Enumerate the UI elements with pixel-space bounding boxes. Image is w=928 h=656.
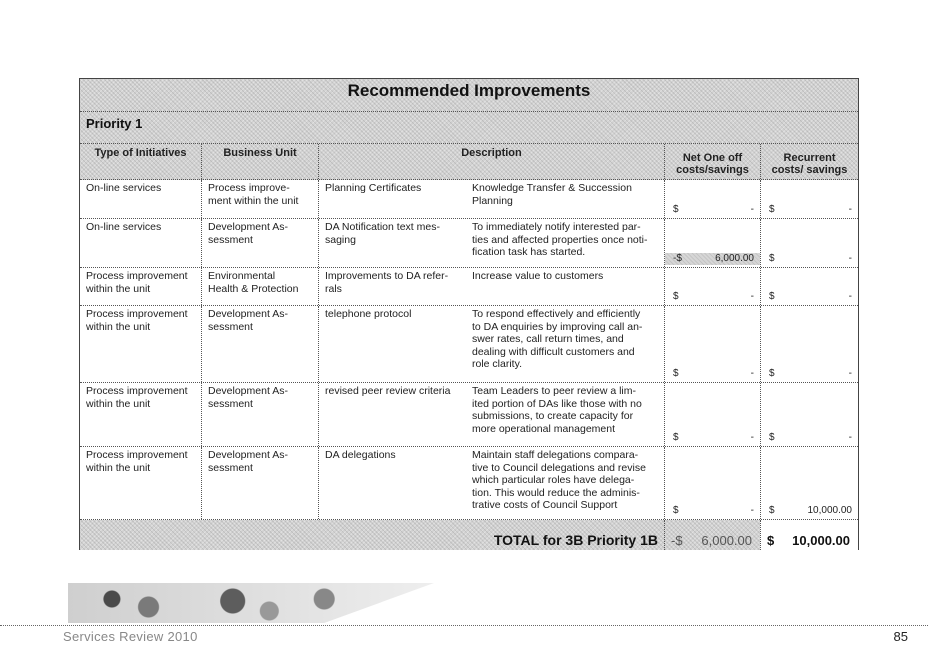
header-unit: Business Unit (201, 144, 318, 179)
cell-recurrent (760, 383, 858, 446)
table-row (80, 268, 858, 306)
cell-unit: Development As- sessment (201, 447, 318, 519)
table-row (80, 180, 858, 219)
cell-recurrent (760, 219, 858, 267)
cell-recurrent (760, 180, 858, 218)
recurrent-currency: $ (769, 504, 775, 516)
cell-type: Process improvement within the unit (86, 449, 188, 474)
cell-net (664, 306, 760, 382)
recurrent-value: - (848, 290, 852, 302)
priority-label: Priority 1 (80, 112, 858, 144)
net-value: - (750, 367, 754, 379)
recurrent-amount (761, 291, 858, 304)
net-amount (665, 432, 760, 445)
cell-type: Process improvement within the unit (86, 270, 188, 295)
recommended-improvements-table (79, 78, 859, 550)
recurrent-amount (761, 432, 858, 445)
recurrent-currency: $ (769, 290, 775, 302)
recurrent-value: 10,000.00 (807, 504, 852, 516)
cell-unit: Environmental Health & Protection (201, 268, 318, 305)
cell-item: Planning Certificates (318, 180, 466, 218)
recurrent-amount (761, 253, 858, 266)
header-description: Description (318, 144, 664, 179)
cell-detail: To immediately notify interested par- ties and affected properties once noti- fication task has started. (472, 221, 648, 258)
table-row (80, 447, 858, 520)
net-currency: $ (673, 431, 679, 443)
cell-item: DA delegations (318, 447, 466, 519)
cell-type: Process improvement within the unit (86, 385, 188, 410)
table-row (80, 219, 858, 268)
total-net-value: 6,000.00 (701, 533, 752, 548)
cell-item: telephone protocol (318, 306, 466, 382)
table-header-row (80, 144, 858, 180)
total-net (664, 520, 760, 550)
net-value: - (750, 290, 754, 302)
header-recurrent-costs: Recurrent costs/ savings (760, 144, 858, 179)
table-title: Recommended Improvements (80, 79, 858, 112)
cell-item: DA Notification text mes- saging (318, 219, 466, 267)
net-currency: $ (673, 203, 679, 215)
cell-recurrent (760, 268, 858, 305)
cell-detail: Increase value to customers (472, 270, 604, 282)
recurrent-amount (761, 204, 858, 217)
cell-detail: Knowledge Transfer & Succession Planning (472, 182, 632, 207)
total-recurrent-value: 10,000.00 (792, 533, 850, 548)
cell-detail: To respond effectively and efficiently to DA enquiries by improving call an- swer rates, call return times, and dealing with difficult customers and role clarity. (472, 308, 643, 370)
net-value: - (750, 504, 754, 516)
net-currency: -$ (673, 252, 682, 264)
recurrent-currency: $ (769, 367, 775, 379)
recurrent-amount (761, 505, 858, 518)
header-type: Type of Initiatives (94, 147, 187, 159)
cell-detail: Maintain staff delegations compara- tive to Council delegations and revise which particular roles have delega- tion. This would reduce the adminis- trative costs of Council Support (472, 449, 646, 511)
footer-divider (0, 625, 928, 626)
cell-detail: Team Leaders to peer review a lim- ited portion of DAs like those with no submissions, to create capacity for more operational management (472, 385, 642, 435)
recurrent-value: - (848, 252, 852, 264)
cell-net (664, 180, 760, 218)
cell-net (664, 447, 760, 519)
table-row (80, 383, 858, 447)
page-number: 85 (893, 629, 908, 644)
recurrent-currency: $ (769, 431, 775, 443)
net-amount (665, 253, 760, 266)
footer-banner-image (68, 583, 434, 623)
net-amount (665, 505, 760, 518)
cell-item: Improvements to DA refer- rals (318, 268, 466, 305)
footer-title: Services Review 2010 (63, 629, 198, 644)
recurrent-amount (761, 368, 858, 381)
net-amount (665, 368, 760, 381)
total-net-currency: -$ (671, 533, 683, 548)
net-amount (665, 204, 760, 217)
cell-type: Process improvement within the unit (86, 308, 188, 333)
cell-recurrent (760, 306, 858, 382)
net-currency: $ (673, 367, 679, 379)
net-currency: $ (673, 290, 679, 302)
total-label: TOTAL for 3B Priority 1B (493, 532, 658, 548)
total-recurrent (760, 520, 858, 550)
net-value: - (750, 431, 754, 443)
cell-unit: Process improve- ment within the unit (201, 180, 318, 218)
net-value: 6,000.00 (715, 252, 754, 264)
net-value: - (750, 203, 754, 215)
cell-net (664, 268, 760, 305)
cell-type: On-line services (86, 182, 162, 194)
cell-item: revised peer review criteria (318, 383, 466, 446)
cell-unit: Development As- sessment (201, 219, 318, 267)
cell-net (664, 383, 760, 446)
cell-type: On-line services (86, 221, 162, 233)
total-recurrent-currency: $ (767, 533, 775, 548)
total-row (80, 520, 858, 550)
net-amount (665, 291, 760, 304)
cell-unit: Development As- sessment (201, 306, 318, 382)
cell-unit: Development As- sessment (201, 383, 318, 446)
recurrent-value: - (848, 203, 852, 215)
header-net-costs: Net One off costs/savings (664, 144, 760, 179)
net-currency: $ (673, 504, 679, 516)
table-row (80, 306, 858, 383)
cell-recurrent (760, 447, 858, 519)
recurrent-value: - (848, 431, 852, 443)
recurrent-currency: $ (769, 252, 775, 264)
recurrent-value: - (848, 367, 852, 379)
recurrent-currency: $ (769, 203, 775, 215)
cell-net (664, 219, 760, 267)
